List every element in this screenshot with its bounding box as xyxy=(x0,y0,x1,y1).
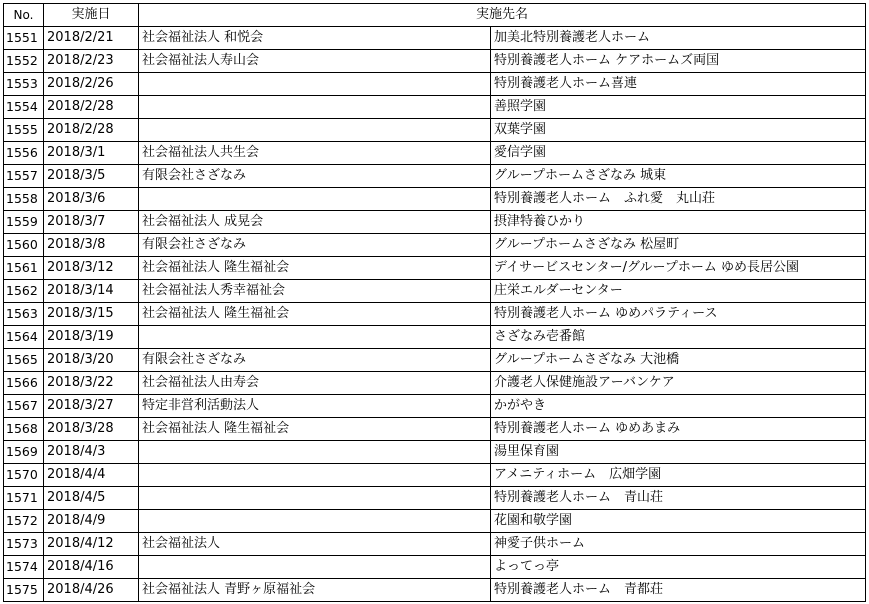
cell-organization xyxy=(139,96,491,119)
cell-organization: 社会福祉法人 和悦会 xyxy=(139,27,491,50)
cell-no: 1554 xyxy=(4,96,44,119)
cell-date: 2018/3/8 xyxy=(44,234,139,257)
cell-organization: 特定非営利活動法人 xyxy=(139,395,491,418)
cell-destination: グループホームさざなみ 松屋町 xyxy=(491,234,866,257)
cell-no: 1556 xyxy=(4,142,44,165)
cell-date: 2018/4/4 xyxy=(44,464,139,487)
cell-destination: かがやき xyxy=(491,395,866,418)
cell-organization: 社会福祉法人 隆生福祉会 xyxy=(139,418,491,441)
cell-no: 1570 xyxy=(4,464,44,487)
cell-date: 2018/4/3 xyxy=(44,441,139,464)
table-row xyxy=(4,96,866,119)
table-row xyxy=(4,27,866,50)
cell-date: 2018/3/6 xyxy=(44,188,139,211)
table-row xyxy=(4,326,866,349)
cell-organization xyxy=(139,487,491,510)
cell-no: 1566 xyxy=(4,372,44,395)
cell-organization xyxy=(139,556,491,579)
cell-no: 1564 xyxy=(4,326,44,349)
cell-organization: 社会福祉法人 成晃会 xyxy=(139,211,491,234)
header-date: 実施日 xyxy=(44,4,139,27)
table-row xyxy=(4,464,866,487)
cell-date: 2018/3/14 xyxy=(44,280,139,303)
cell-destination: グループホームさざなみ 大池橋 xyxy=(491,349,866,372)
cell-no: 1571 xyxy=(4,487,44,510)
cell-no: 1569 xyxy=(4,441,44,464)
cell-no: 1558 xyxy=(4,188,44,211)
cell-destination: デイサービスセンター/グループホーム ゆめ長居公園 xyxy=(491,257,866,280)
cell-destination: 特別養護老人ホーム ゆめパラティース xyxy=(491,303,866,326)
table-row xyxy=(4,50,866,73)
cell-date: 2018/3/15 xyxy=(44,303,139,326)
cell-no: 1568 xyxy=(4,418,44,441)
cell-no: 1559 xyxy=(4,211,44,234)
cell-organization: 有限会社さざなみ xyxy=(139,349,491,372)
cell-no: 1573 xyxy=(4,533,44,556)
cell-destination: 庄栄エルダーセンター xyxy=(491,280,866,303)
table-row xyxy=(4,418,866,441)
cell-destination: 善照学園 xyxy=(491,96,866,119)
cell-destination: 特別養護老人ホーム ふれ愛 丸山荘 xyxy=(491,188,866,211)
cell-date: 2018/4/12 xyxy=(44,533,139,556)
table-row xyxy=(4,372,866,395)
cell-date: 2018/3/5 xyxy=(44,165,139,188)
cell-organization xyxy=(139,441,491,464)
cell-organization: 社会福祉法人 隆生福祉会 xyxy=(139,303,491,326)
table-row xyxy=(4,533,866,556)
cell-no: 1572 xyxy=(4,510,44,533)
table-row xyxy=(4,211,866,234)
header-destination: 実施先名 xyxy=(139,4,866,27)
cell-no: 1560 xyxy=(4,234,44,257)
table-row xyxy=(4,441,866,464)
cell-destination: よってっ亭 xyxy=(491,556,866,579)
cell-destination: 加美北特別養護老人ホーム xyxy=(491,27,866,50)
cell-destination: 特別養護老人ホーム 青都荘 xyxy=(491,579,866,602)
cell-destination: 神愛子供ホーム xyxy=(491,533,866,556)
header-no: No. xyxy=(4,4,44,27)
cell-date: 2018/4/5 xyxy=(44,487,139,510)
cell-organization xyxy=(139,73,491,96)
cell-organization: 社会福祉法人共生会 xyxy=(139,142,491,165)
table-row xyxy=(4,510,866,533)
cell-organization: 社会福祉法人秀幸福祉会 xyxy=(139,280,491,303)
cell-no: 1551 xyxy=(4,27,44,50)
cell-destination: さざなみ壱番館 xyxy=(491,326,866,349)
cell-organization xyxy=(139,188,491,211)
cell-destination: 花園和敬学園 xyxy=(491,510,866,533)
table-row xyxy=(4,73,866,96)
cell-no: 1563 xyxy=(4,303,44,326)
table-row xyxy=(4,257,866,280)
table-row xyxy=(4,119,866,142)
table-row xyxy=(4,303,866,326)
cell-organization xyxy=(139,510,491,533)
cell-date: 2018/3/28 xyxy=(44,418,139,441)
cell-date: 2018/3/27 xyxy=(44,395,139,418)
cell-organization: 社会福祉法人 xyxy=(139,533,491,556)
cell-destination: 特別養護老人ホーム喜連 xyxy=(491,73,866,96)
cell-organization xyxy=(139,326,491,349)
cell-destination: 特別養護老人ホーム 青山荘 xyxy=(491,487,866,510)
cell-no: 1567 xyxy=(4,395,44,418)
table-row xyxy=(4,280,866,303)
cell-organization xyxy=(139,464,491,487)
cell-destination: グループホームさざなみ 城東 xyxy=(491,165,866,188)
cell-date: 2018/4/16 xyxy=(44,556,139,579)
header-row xyxy=(4,4,866,27)
cell-destination: 摂津特養ひかり xyxy=(491,211,866,234)
cell-date: 2018/2/21 xyxy=(44,27,139,50)
cell-date: 2018/4/26 xyxy=(44,579,139,602)
cell-date: 2018/2/28 xyxy=(44,119,139,142)
cell-date: 2018/3/19 xyxy=(44,326,139,349)
cell-date: 2018/4/9 xyxy=(44,510,139,533)
records-table xyxy=(3,3,866,602)
cell-no: 1557 xyxy=(4,165,44,188)
cell-destination: 双葉学園 xyxy=(491,119,866,142)
cell-date: 2018/3/12 xyxy=(44,257,139,280)
cell-organization: 有限会社さざなみ xyxy=(139,165,491,188)
cell-destination: 介護老人保健施設アーバンケア xyxy=(491,372,866,395)
cell-date: 2018/2/23 xyxy=(44,50,139,73)
cell-organization: 社会福祉法人 青野ヶ原福祉会 xyxy=(139,579,491,602)
cell-organization xyxy=(139,119,491,142)
cell-no: 1574 xyxy=(4,556,44,579)
cell-destination: 愛信学園 xyxy=(491,142,866,165)
cell-destination: 特別養護老人ホーム ケアホームズ両国 xyxy=(491,50,866,73)
table-row xyxy=(4,579,866,602)
cell-date: 2018/3/7 xyxy=(44,211,139,234)
cell-no: 1561 xyxy=(4,257,44,280)
cell-date: 2018/2/28 xyxy=(44,96,139,119)
cell-date: 2018/2/26 xyxy=(44,73,139,96)
cell-organization: 社会福祉法人由寿会 xyxy=(139,372,491,395)
table-row xyxy=(4,234,866,257)
cell-no: 1553 xyxy=(4,73,44,96)
cell-destination: アメニティホーム 広畑学園 xyxy=(491,464,866,487)
table-row xyxy=(4,349,866,372)
table-row xyxy=(4,165,866,188)
table-row xyxy=(4,487,866,510)
cell-destination: 湯里保育園 xyxy=(491,441,866,464)
cell-date: 2018/3/20 xyxy=(44,349,139,372)
cell-no: 1552 xyxy=(4,50,44,73)
cell-destination: 特別養護老人ホーム ゆめあまみ xyxy=(491,418,866,441)
table-row xyxy=(4,142,866,165)
table-row xyxy=(4,556,866,579)
cell-date: 2018/3/22 xyxy=(44,372,139,395)
table-body xyxy=(4,27,866,602)
table-row xyxy=(4,188,866,211)
cell-organization: 有限会社さざなみ xyxy=(139,234,491,257)
cell-no: 1562 xyxy=(4,280,44,303)
cell-organization: 社会福祉法人寿山会 xyxy=(139,50,491,73)
cell-no: 1575 xyxy=(4,579,44,602)
cell-no: 1565 xyxy=(4,349,44,372)
table-row xyxy=(4,395,866,418)
cell-organization: 社会福祉法人 隆生福祉会 xyxy=(139,257,491,280)
cell-date: 2018/3/1 xyxy=(44,142,139,165)
cell-no: 1555 xyxy=(4,119,44,142)
